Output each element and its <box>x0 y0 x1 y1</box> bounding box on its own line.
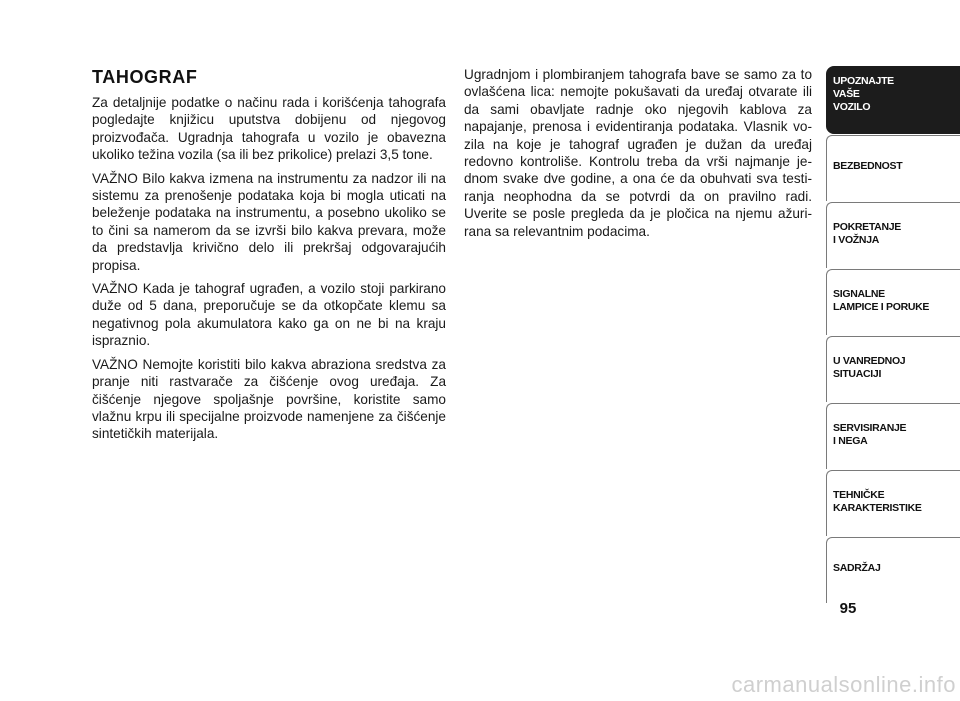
watermark: carmanualsonline.info <box>731 672 956 697</box>
tab-servisiranje-i-nega[interactable] <box>826 403 960 469</box>
tab-u-vanrednoj-situaciji[interactable] <box>826 336 960 402</box>
tab-label: SADRŽAJ <box>833 562 881 574</box>
tab-sadrzaj[interactable] <box>826 537 960 603</box>
tab-bezbednost[interactable] <box>826 135 960 201</box>
tab-signalne-lampice[interactable] <box>826 269 960 335</box>
chapter-tabs <box>826 66 960 604</box>
paragraph: Ugradnjom i plombiranjem tahografa bave se samo za to ovlašćena lica: nemojte pokušavati da uređaj otvarate ili da sami obavljate radnje oko njegovih kablova za napajanje, prenosa i evidentiranja podataka. Vlasnik vozila na koje je tahograf ugrađen je dužan da uređaj redovno kontroliše. Kontrolu treba da vrši najmanje jednom svake dve godine, a ona će da obuhvati sva testiranja neophodna da se potvrdi da on pravilno radi. Uverite se posle pregleda da je pločica na njemu ažurirana sa relevantnim podacima. <box>464 67 812 239</box>
tab-label: U VANREDNOJ SITUACIJI <box>833 355 906 380</box>
section-heading: TAHOGRAF <box>92 67 198 87</box>
paragraph: VAŽNO Nemojte koristiti bilo kakva abraziona sredstva za pranje niti rastvarače za čišćenje ovog uređaja. Za čišćenje njegove spoljašnje površine, koristite samo vlažnu krpu ili specijalne proizvode namenjene za čišćenje sintetičkih materijala. <box>92 356 446 442</box>
tab-upoznajte-vase-vozilo[interactable] <box>826 66 960 134</box>
tab-label: UPOZNAJTE VAŠE VOZILO <box>833 75 894 113</box>
tab-tehnicke-karakteristike[interactable] <box>826 470 960 536</box>
tab-label: SERVISIRANJE I NEGA <box>833 422 907 447</box>
right-column <box>464 66 812 246</box>
tab-label: POKRETANJE I VOŽNJA <box>833 221 901 246</box>
paragraph: VAŽNO Bilo kakva izmena na instrumentu za nadzor ili na sistemu za prenošenje podataka koja bi mogla uticati na beleženje podataka na instrumentu, a posebno ukoliko se to čini sa namerom da se izvrši bilo kakva prevara, može da predstavlja krivično delo ili prekršaj odgovarajućih propisa. <box>92 170 446 273</box>
tab-pokretanje-i-voznja[interactable] <box>826 202 960 268</box>
tab-label: BEZBEDNOST <box>833 160 903 172</box>
tab-label: SIGNALNE LAMPICE I PORUKE <box>833 288 930 313</box>
tab-label: TEHNIČKE KARAKTERISTIKE <box>833 489 922 514</box>
paragraph: VAŽNO Kada je tahograf ugrađen, a vozilo stoji parkirano duže od 5 dana, preporučuje se da otkopčate klemu sa negativnog pola akumulatora kako ga on ne bi na kraju ispraznio. <box>92 281 446 349</box>
paragraph: Za detaljnije podatke o načinu rada i korišćenja tahografa pogledajte knjižicu uputstva dobijenu od njegovog proizvođača. Ugradnja tahografa u vozilo je obavezna ukoliko težina vozila (sa ili bez prikolice) prelazi 3,5 tone. <box>92 95 446 163</box>
left-column <box>92 66 446 449</box>
page-number: 95 <box>839 600 857 617</box>
